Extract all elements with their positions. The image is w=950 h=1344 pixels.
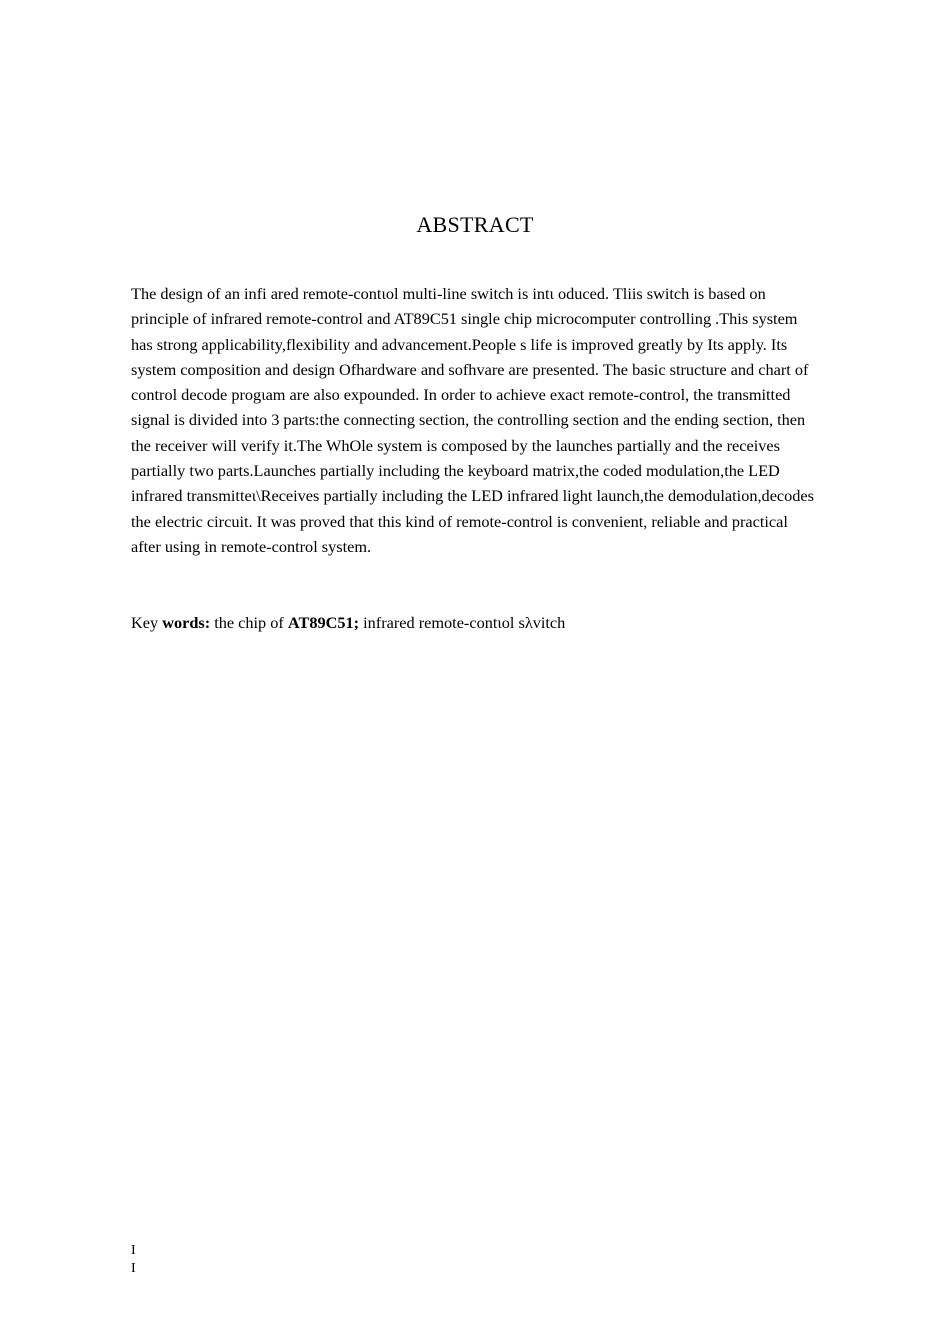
keywords-line <box>131 610 821 635</box>
keywords-part1: the chip of <box>210 613 288 632</box>
abstract-body: The design of an infi ared remote-contιol multi-line switch is intι oduced. Tliis switch is based on principle of infrared remote-control and AT89C51 single chip microcomputer controlling .This system has strong applicability,flexibility and advancement.People s life is improved greatly by Its apply. Its system composition and design Ofhardware and sofhvare are presented. The basic structure and chart of control decode progιam are also expounded. In order to achieve exact remote-control, the transmitted signal is divided into 3 parts:the connecting section, the controlling section and the ending section, then the receiver will verify it.The WhOle system is composed by the launches partially and the receives partially two parts.Launches partially including the keyboard matrix,the coded modulation,the LED infrared transmitteι\Receives partially including the LED infrared light launch,the demodulation,decodes the electric circuit. It was proved that this kind of remote-control is convenient, reliable and practical after using in remote-control system. <box>131 284 814 556</box>
abstract-title: ABSTRACT <box>416 212 534 237</box>
page-number-line-2: I <box>131 1261 136 1276</box>
page-number <box>131 1242 136 1278</box>
keywords-chip: AT89C51; <box>287 613 360 632</box>
keywords-label: words: <box>162 613 211 632</box>
page-number-line-1: I <box>131 1243 136 1258</box>
keywords-lead: Key <box>131 613 163 632</box>
keywords-part2: infrared remote-contιol sλvitch <box>359 613 566 632</box>
